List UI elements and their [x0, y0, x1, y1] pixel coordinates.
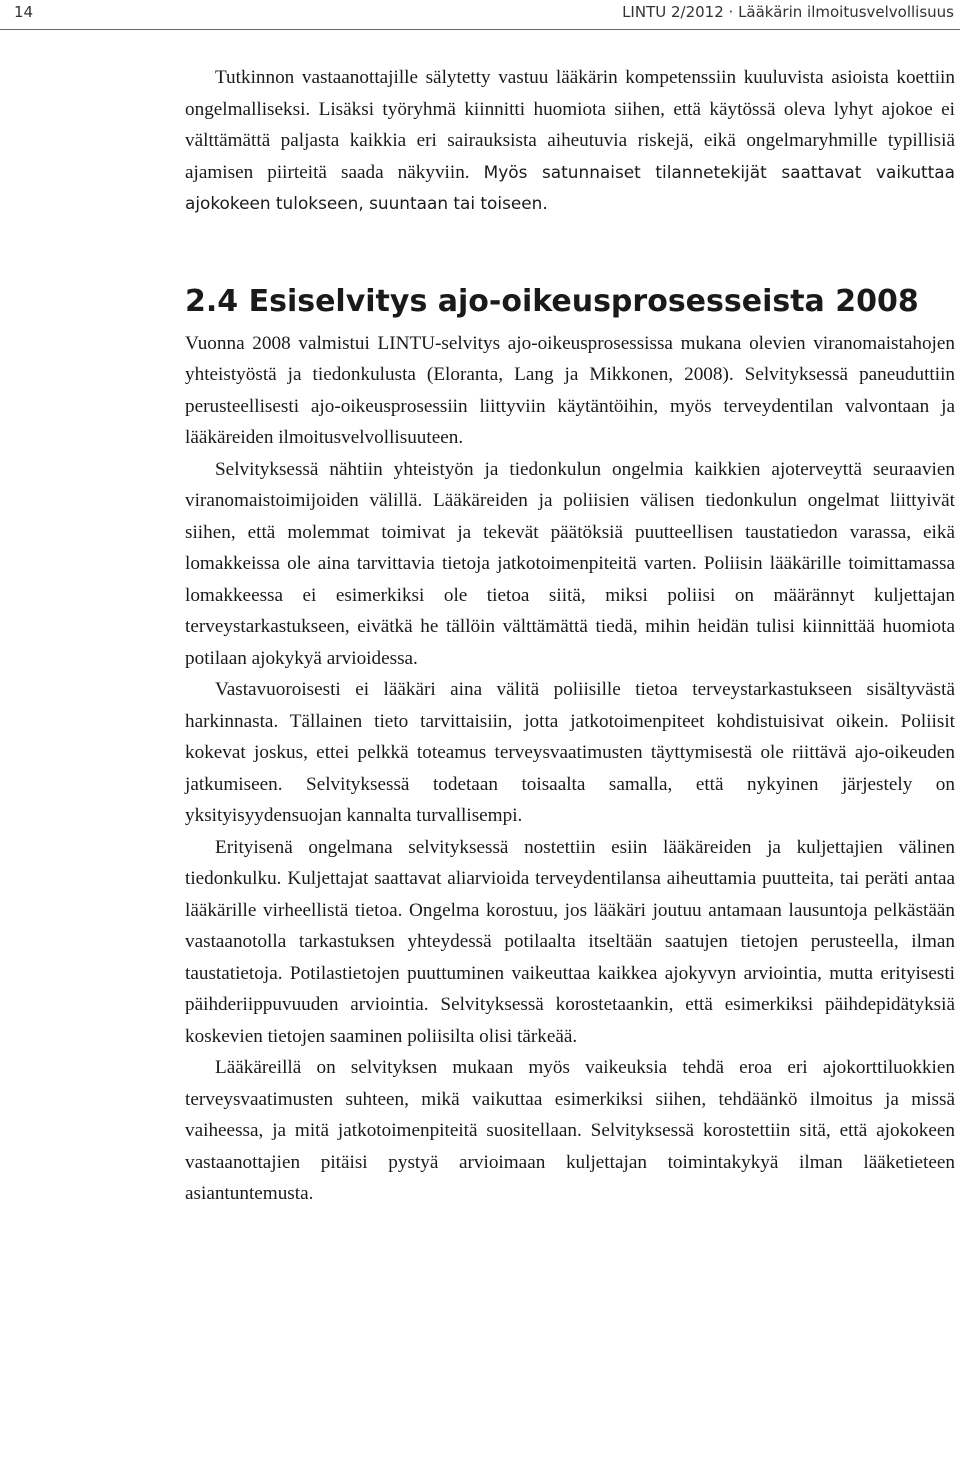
section-paragraph-4: Erityisenä ongelmana selvityksessä nostettiin esiin lääkäreiden ja kuljettajien välinen tiedonkulku. Kuljettajat saattavat aliarvioida terveydentilansa aiheuttamia puutteita, tai peräti antaa lääkärille virheellistä tietoa. Ongelma korostuu, jos lääkäri joutuu antamaan lausuntoja pelkästään vastaanotolla tarkastuksen yhteydessä potilaalta itseltään saatujen tietojen perusteella, ilman taustatietoja. Potilastietojen puuttuminen vaikeuttaa kaikkea ajokyvyn arviointia, mutta erityisesti päihderiippuvuuden arviointia. Selvityksessä korostetaankin, että esimerkiksi päihdepidätyksiä koskevien tietojen saaminen poliisilta olisi tärkeää. [185, 836, 955, 1047]
header-rule [0, 29, 960, 30]
intro-text-sans: Myös satunnaiset tilannetekijät saattavat vaikuttaa ajokokeen tulokseen, suuntaan tai toiseen. [185, 161, 955, 213]
section-paragraph-1: Vuonna 2008 valmistui LINTU-selvitys ajo-oikeusprosessissa mukana olevien viranomaistahojen yhteistyöstä ja tiedonkulusta (Eloranta, Lang ja Mikkonen, 2008). Selvityksessä paneuduttiin perusteellisesti ajo-oikeusprosessiin liittyviin käytäntöihin, myös terveydentilan valvontaan ja lääkäreiden ilmoitusvelvollisuuteen. [185, 332, 955, 448]
section-paragraph-2: Selvityksessä nähtiin yhteistyön ja tiedonkulun ongelmia kaikkien ajoterveyttä seuraavien viranomaistoimijoiden välillä. Lääkäreiden ja poliisien välisen tiedonkulun ongelmat liittyivät siihen, että molemmat toimivat ja tekevät päätöksiä puutteellisen taustatiedon varassa, eikä lomakkeissa ole aina tarvittavia tietoja jatkotoimenpiteitä varten. Poliisin lääkärille toimittamassa lomakkeessa ei esimerkiksi ole tietoa siitä, miksi poliisi on määrännyt kuljettajan terveystarkastukseen, eivätkä he tällöin välttämättä tiedä, mihin heidän tulisi kiinnittää huomiota potilaan ajokykyä arvioidessa. [185, 458, 955, 669]
running-title: LINTU 2/2012 · Lääkärin ilmoitusvelvollisuus [622, 3, 954, 21]
intro-text: Tutkinnon vastaanottajille sälytetty vastuu lääkärin kompetenssiin kuuluvista asioista koettiin ongelmalliseksi. Lisäksi työryhmä kiinnitti huomiota siihen, että käytössä oleva lyhyt ajokoe ei välttämättä paljasta kaikkia eri sairauksista aiheutuvia riskejä, eikä ongelmaryhmille typillisiä ajamisen piirteitä saada näkyviin. [185, 67, 955, 183]
section-heading: 2.4 Esiselvitys ajo-oikeusprosesseista 2008 [185, 283, 919, 319]
page-header [0, 0, 960, 30]
page-number: 14 [14, 3, 34, 21]
section-paragraph-3: Vastavuoroisesti ei lääkäri aina välitä poliisille tietoa terveystarkastukseen sisältyvästä harkinnasta. Tällainen tieto tarvittaisiin, jotta jatkotoimenpiteet kohdistuisivat oikein. Poliisit kokevat joskus, ettei pelkkä toteamus terveysvaatimusten täyttymisestä ole riittävä ajo-oikeuden jatkumiseen. Selvityksessä todetaan toisaalta samalla, että nykyinen järjestely on yksityisyydensuojan kannalta turvallisempi. [185, 679, 955, 826]
section-paragraph-5: Lääkäreillä on selvityksen mukaan myös vaikeuksia tehdä eroa eri ajokorttiluokkien terveysvaatimusten suhteen, mikä vaikuttaa esimerkiksi siihen, tehdäänkö ilmoitus ja missä vaiheessa, ja mitä jatkotoimenpiteitä suositellaan. Selvityksessä korostettiin sitä, että ajokokeen vastaanottajien pitäisi pystyä arvioimaan kuljettajan toimintakykyä ilman lääketieteen asiantuntemusta. [185, 1057, 955, 1204]
intro-paragraph [185, 62, 955, 220]
page-body [185, 62, 955, 1210]
